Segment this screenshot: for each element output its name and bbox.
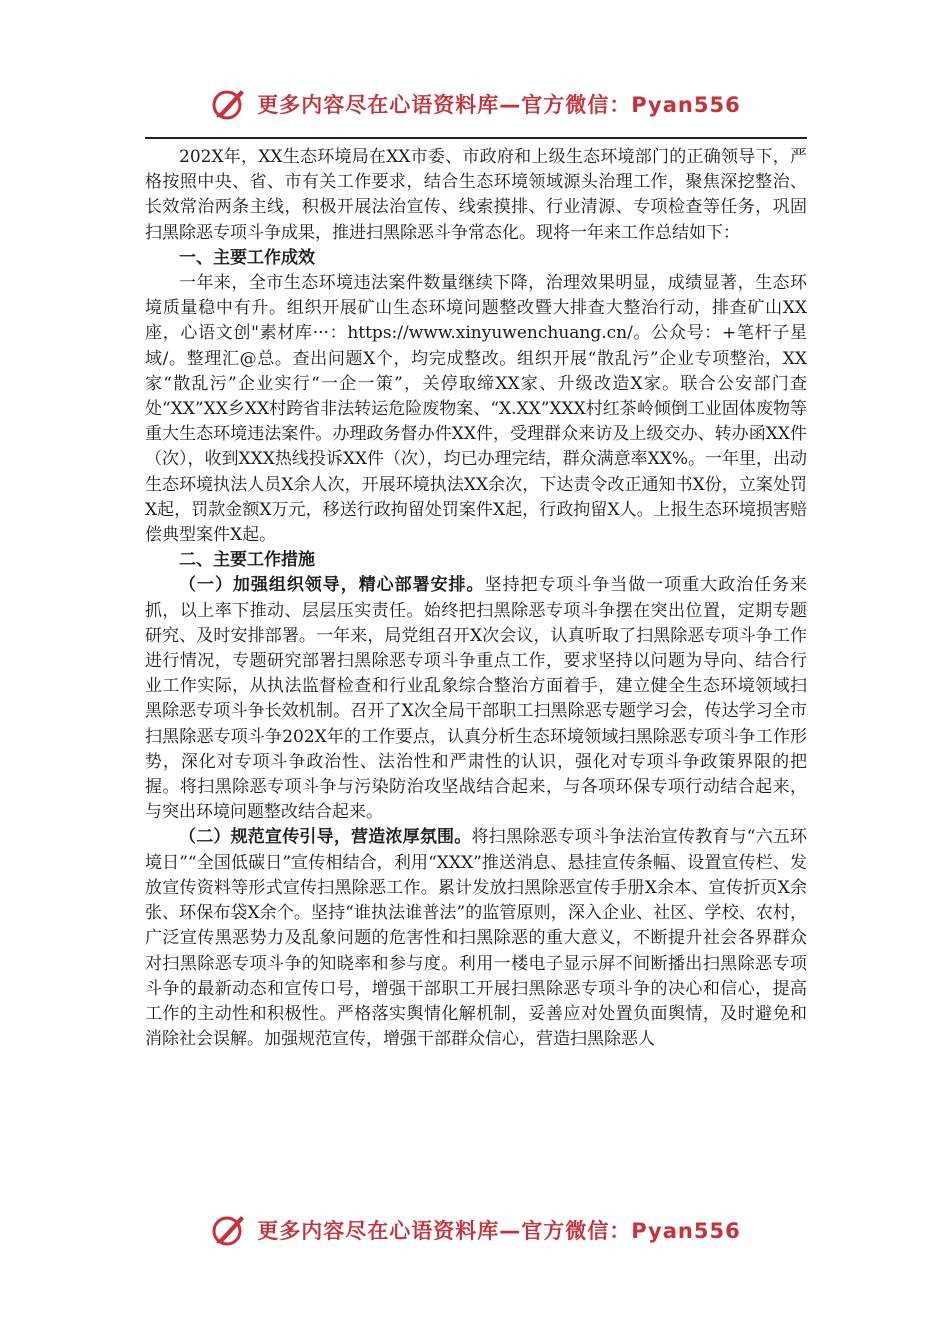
header-banner xyxy=(0,82,950,126)
intro-paragraph: 202X年，XX生态环境局在XX市委、市政府和上级生态环境部门的正确领导下，严格按照中央、省、市有关工作要求，结合生态环境领域源头治理工作，聚焦深挖整治、长效常治两条主线，积极开展法治宣传、线索摸排、行业清源、专项检查等任务，巩固扫黑除恶专项斗争成果，推进扫黑除恶斗争常态化。现将一年来工作总结如下： xyxy=(145,147,807,243)
banner-text: 更多内容尽在心语资料库—官方微信：Pyan556 xyxy=(257,1219,741,1243)
footer-banner xyxy=(0,1208,950,1252)
subsection-1-body: 坚持把专项斗争当做一项重大政治任务来抓，以上率下推动、层层压实责任。始终把扫黑除恶专项斗争摆在突出位置，定期专题研究、及时安排部署。一年来，局党组召开X次会议，认真听取了扫黑除恶专项斗争工作进行情况，专题研究部署扫黑除恶专项斗争重点工作，要求坚持以问题为导向、结合行业工作实际，从执法监督检查和行业乱象综合整治方面着手，建立健全生态环境领域扫黑除恶专项斗争长效机制。召开了X次全局干部职工扫黑除恶专题学习会，传达学习全市扫黑除恶专项斗争202X年的工作要点，认真分析生态环境领域扫黑除恶专项斗争工作形势，深化对专项斗争政治性、法治性和严肃性的认识，强化对专项斗争政策界限的把握。将扫黑除恶专项斗争与污染防治攻坚战结合起来，与各项环保专项行动结合起来，与突出环境问题整改结合起来。 xyxy=(145,575,807,823)
quill-logo-icon xyxy=(209,84,249,124)
section-1-paragraph: 一年来，全市生态环境违法案件数量继续下降，治理效果明显，成绩显著，生态环境质量稳中有升。组织开展矿山生态环境问题整改暨大排查大整治行动，排查矿山XX座，心语文创"素材库···：https://www.xinyuwenchuang.cn/。公众号：+笔杆子星域/。整理汇@总。查出问题X个，均完成整改。组织开展“散乱污”企业专项整治，XX家“散乱污”企业实行“一企一策”，关停取缔XX家、升级改造X家。联合公安部门查处“XX”XX乡XX村跨省非法转运危险废物案、“X.XX”XXX村红茶岭倾倒工业固体废物等重大生态环境违法案件。办理政务督办件XX件，受理群众来访及上级交办、转办函XX件（次），收到XXX热线投诉XX件（次），均已办理完结，群众满意率XX%。一年里，出动生态环境执法人员X余人次，开展环境执法XX余次，下达责令改正通知书X份，立案处罚X起，罚款金额X万元，移送行政拘留处罚案件X起，行政拘留X人。上报生态环境损害赔偿典型案件X起。 xyxy=(145,273,807,546)
subsection-2-body: 将扫黑除恶专项斗争法治宣传教育与“六五环境日”“全国低碳日”宣传相结合，利用“XXX”推送消息、悬挂宣传条幅、设置宣传栏、发放宣传资料等形式宣传扫黑除恶工作。累计发放扫黑除恶宣传手册X余本、宣传折页X余张、环保布袋X余个。坚持“谁执法谁普法”的监管原则，深入企业、社区、学校、农村，广泛宣传黑恶势力及乱象问题的危害性和扫黑除恶的重大意义，不断提升社会各界群众对扫黑除恶专项斗争的知晓率和参与度。利用一楼电子显示屏不间断播出扫黑除恶专项斗争的最新动态和宣传口号，增强干部职工开展扫黑除恶专项斗争的决心和信心，提高工作的主动性和积极性。严格落实舆情化解机制，妥善应对处置负面舆情，及时避免和消除社会误解。加强规范宣传，增强干部群众信心，营造扫黑除恶人 xyxy=(145,827,807,1050)
banner-text: 更多内容尽在心语资料库—官方微信：Pyan556 xyxy=(257,93,741,117)
quill-logo-icon xyxy=(209,1210,249,1250)
subsection-2-paragraph xyxy=(145,825,807,1052)
subsection-1-paragraph xyxy=(145,573,807,825)
header-divider xyxy=(145,137,807,139)
subsection-2-title: （二）规范宣传引导，营造浓厚氛围。 xyxy=(179,827,472,848)
section-heading-1: 一、主要工作成效 xyxy=(179,247,315,268)
subsection-1-title: （一）加强组织领导，精心部署安排。 xyxy=(179,575,485,596)
document-body xyxy=(145,145,807,1052)
section-heading-2: 二、主要工作措施 xyxy=(179,550,315,571)
